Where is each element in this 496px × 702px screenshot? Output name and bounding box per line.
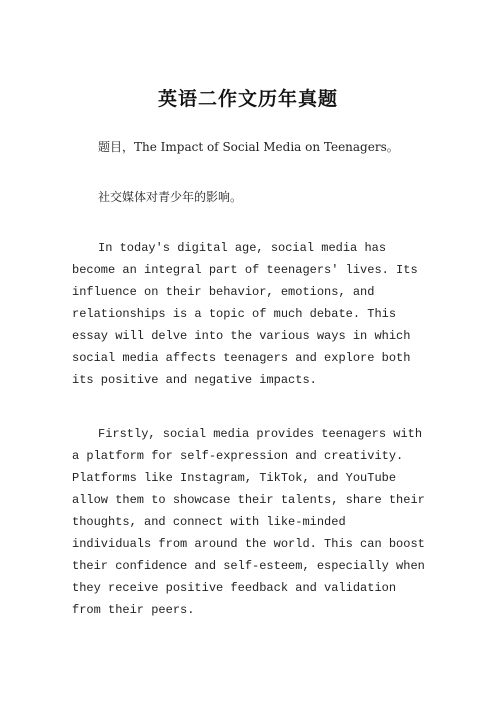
paragraph-firstly: Firstly, social media provides teenagers with a platform for self-expression and creativity. Platforms like Instagram, TikTok, and YouTube allow them to showcase their talents, share their thoughts, and connect with like-minded individuals from around the world. This can boost their confidence and self-esteem, especially when they receive positive feedback and validation from their peers. bbox=[72, 427, 425, 617]
prompt-line: 题目，The Impact of Social Media on Teenagers。 bbox=[98, 140, 399, 154]
paragraph-intro: In today's digital age, social media has become an integral part of teenagers' lives. Its influence on their behavior, emotions, and relationships is a topic of much debate. This essay will delve into the various ways in which social media affects teenagers and explore both its positive and negative impacts. bbox=[72, 241, 418, 387]
chinese-subtitle: 社交媒体对青少年的影响。 bbox=[98, 190, 243, 204]
page-title: 英语二作文历年真题 bbox=[157, 88, 338, 110]
